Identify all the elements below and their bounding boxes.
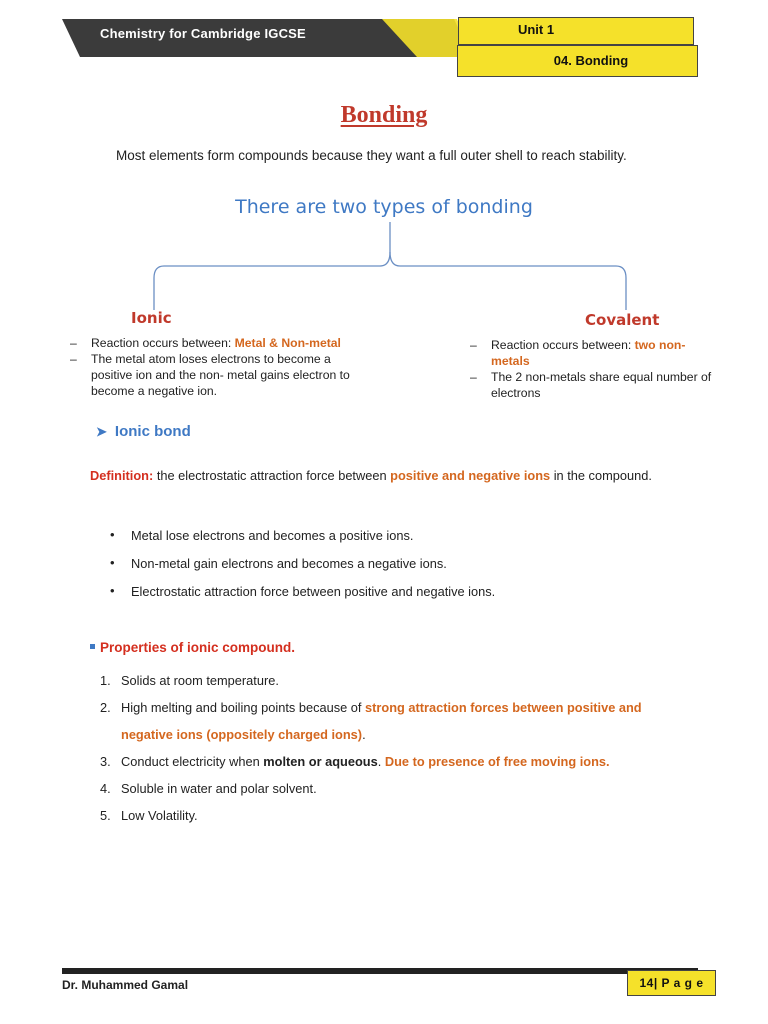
list-item: • Metal lose electrons and becomes a positive ions. — [110, 528, 670, 556]
item-bold: molten or aqueous — [263, 754, 378, 769]
covalent-description: The 2 non-metals share equal number of electrons — [491, 370, 712, 400]
properties-heading-text: Properties of ionic compound. — [100, 640, 296, 655]
intro-text: Most elements form compounds because they want a full outer shell to reach stability. — [116, 148, 627, 163]
covalent-reaction-highlight: two non-metals — [491, 338, 686, 368]
definition-label: Definition: — [90, 468, 154, 483]
list-item — [70, 351, 370, 399]
item-number: 1. — [100, 673, 111, 688]
ionic-reaction-label: Reaction occurs between: — [91, 336, 235, 350]
definition-text-before: the electrostatic attraction force between — [153, 468, 391, 483]
list-item — [470, 337, 720, 369]
item-text: Low Volatility. — [121, 808, 198, 823]
item-number: 2. — [100, 700, 111, 715]
definition-paragraph — [90, 462, 660, 489]
ionic-reaction-highlight: Metal & Non-metal — [234, 336, 341, 350]
lesson-label: 04. Bonding — [553, 53, 629, 68]
item-number: 4. — [100, 781, 111, 796]
page-title: Bonding — [340, 102, 428, 128]
types-heading: There are two types of bonding — [235, 196, 533, 218]
square-bullet-icon — [90, 644, 95, 649]
ionic-bond-heading-text: Ionic bond — [114, 423, 191, 440]
list-item — [100, 775, 690, 802]
list-item — [100, 694, 690, 748]
covalent-reaction-label: Reaction occurs between: — [491, 338, 635, 352]
course-title: Chemistry for Cambridge IGCSE — [100, 26, 306, 41]
item-text: Conduct electricity when — [121, 754, 264, 769]
ionic-bond-heading — [96, 423, 191, 440]
ionic-description: The metal atom loses electrons to become a positive ion and the non- metal gains electron to become a negative ion. — [91, 352, 350, 398]
item-text-after: . — [362, 727, 366, 742]
brace-connector — [140, 222, 640, 312]
covalent-list — [470, 337, 720, 401]
item-number: 5. — [100, 808, 111, 823]
list-item: • Electrostatic attraction force between positive and negative ions. — [110, 584, 670, 612]
definition-highlight: positive and negative ions — [390, 468, 551, 483]
list-item — [100, 667, 690, 694]
item-highlight: Due to presence of free moving ions. — [384, 754, 610, 769]
list-item — [100, 748, 690, 775]
ionic-bond-bullets — [110, 528, 670, 612]
item-highlight: strong attraction forces between positive and negative ions (oppositely charged ions) — [121, 700, 642, 742]
footer-author: Dr. Muhammed Gamal — [62, 978, 189, 992]
item-text: Solids at room temperature. — [121, 673, 279, 688]
item-text: Soluble in water and polar solvent. — [121, 781, 317, 796]
covalent-label: Covalent — [585, 311, 660, 329]
list-item: • Non-metal gain electrons and becomes a negative ions. — [110, 556, 670, 584]
arrow-right-icon: ➤ — [96, 424, 107, 439]
footer-divider — [62, 968, 698, 974]
item-text-after: . — [377, 754, 385, 769]
list-item — [470, 369, 720, 401]
item-number: 3. — [100, 754, 111, 769]
unit-label: Unit 1 — [517, 22, 555, 37]
item-text: High melting and boiling points because of — [121, 700, 366, 715]
page-number: 14| P a g e — [639, 976, 704, 990]
ionic-list — [70, 335, 370, 399]
list-item — [100, 802, 690, 829]
list-item — [70, 335, 370, 351]
definition-text-after: in the compound. — [550, 468, 652, 483]
properties-heading — [90, 640, 295, 655]
ionic-label: Ionic — [131, 309, 172, 327]
properties-list — [100, 667, 690, 829]
